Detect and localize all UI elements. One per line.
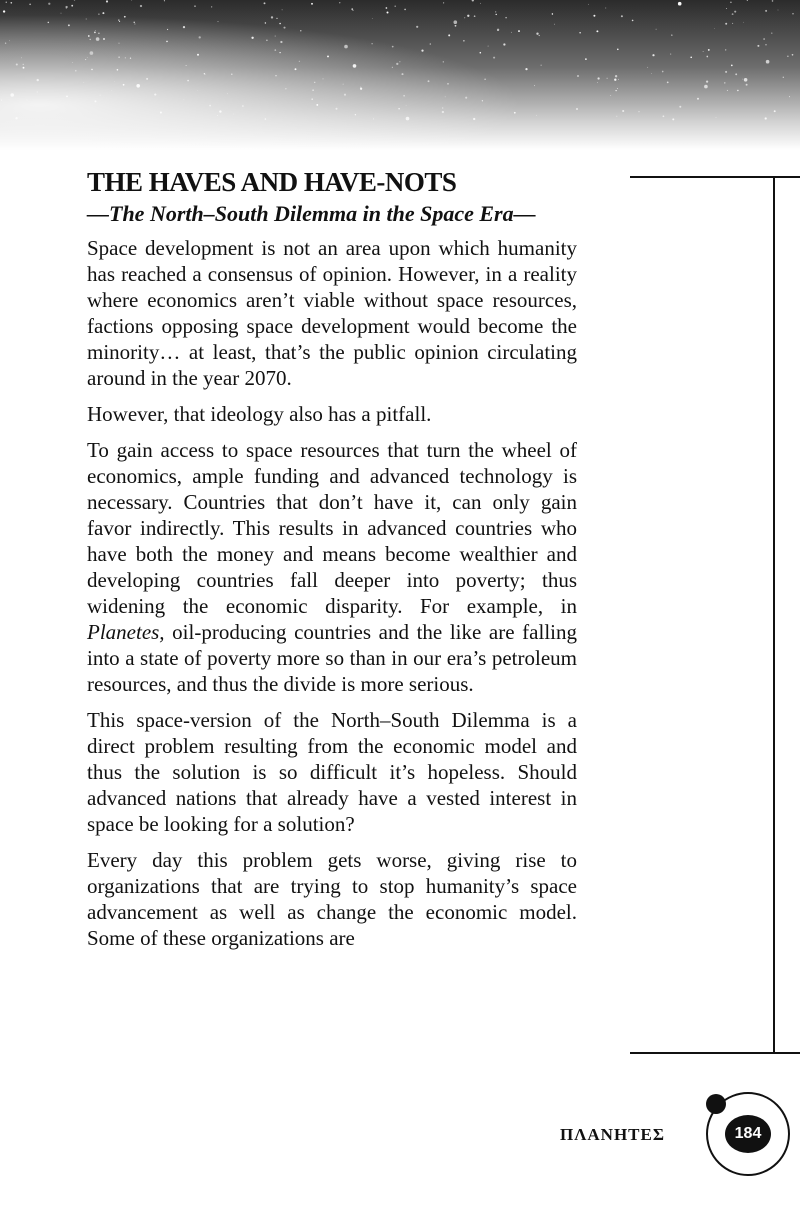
star xyxy=(344,45,348,49)
star xyxy=(474,15,476,17)
star xyxy=(792,13,793,14)
star xyxy=(552,13,553,14)
star xyxy=(102,12,104,14)
star xyxy=(792,54,794,56)
star xyxy=(588,4,589,5)
star xyxy=(554,24,555,25)
star xyxy=(68,24,70,26)
star xyxy=(787,56,788,57)
star xyxy=(662,71,664,73)
star xyxy=(1,100,2,101)
star xyxy=(404,9,406,11)
paragraph-2: However, that ideology also has a pitfall. xyxy=(87,402,432,426)
star xyxy=(615,90,616,91)
star xyxy=(387,12,389,14)
star xyxy=(725,49,726,50)
star xyxy=(731,65,733,67)
star xyxy=(271,16,273,18)
star xyxy=(511,32,512,33)
star xyxy=(725,71,727,73)
star xyxy=(725,23,727,25)
star xyxy=(72,62,73,63)
star xyxy=(656,29,657,30)
star xyxy=(706,80,708,82)
star xyxy=(231,74,232,75)
star xyxy=(118,56,120,58)
star xyxy=(9,40,10,41)
star xyxy=(727,90,728,91)
star xyxy=(37,79,39,81)
star xyxy=(394,5,395,6)
paragraph-3 xyxy=(87,437,577,697)
star xyxy=(90,39,91,40)
star xyxy=(299,61,300,62)
star xyxy=(493,57,495,59)
star xyxy=(398,108,399,109)
star xyxy=(160,112,162,114)
star xyxy=(339,2,340,3)
star xyxy=(211,6,212,7)
star xyxy=(117,69,119,71)
star xyxy=(323,78,324,79)
star xyxy=(355,114,356,115)
star xyxy=(91,69,92,70)
star xyxy=(88,35,90,37)
star xyxy=(279,52,280,53)
paragraph-3-text-b: oil-producing countries and the like are falling into a state of poverty more so than in our era’s petroleum resources, and thus the divide is more serious. xyxy=(87,620,577,696)
star xyxy=(597,82,598,83)
star xyxy=(134,23,135,24)
star xyxy=(183,26,185,28)
star xyxy=(765,10,767,12)
star xyxy=(541,65,542,66)
star xyxy=(279,23,281,25)
star xyxy=(10,2,12,4)
star xyxy=(463,40,465,42)
star xyxy=(765,44,766,45)
star xyxy=(455,25,457,27)
star xyxy=(605,7,606,8)
star xyxy=(124,16,126,18)
star xyxy=(734,11,736,13)
star xyxy=(732,23,733,24)
star xyxy=(789,96,790,97)
star xyxy=(497,30,498,31)
star xyxy=(61,13,62,14)
star xyxy=(351,8,353,10)
star xyxy=(371,43,372,44)
star xyxy=(106,0,108,2)
star xyxy=(482,100,483,101)
star xyxy=(311,98,313,100)
star xyxy=(300,30,301,31)
star xyxy=(672,118,674,120)
star xyxy=(632,20,634,22)
star xyxy=(103,38,105,40)
star xyxy=(442,107,443,108)
star xyxy=(737,90,738,91)
star xyxy=(744,78,748,82)
star xyxy=(119,21,120,22)
star xyxy=(98,32,100,34)
star xyxy=(667,81,669,83)
star xyxy=(184,99,185,100)
star xyxy=(772,0,774,2)
star xyxy=(743,22,744,23)
star xyxy=(65,6,67,8)
series-title: ΠΛΑΝΗΤΕΣ xyxy=(560,1125,665,1144)
star xyxy=(15,117,17,119)
star xyxy=(3,10,5,12)
star xyxy=(505,17,507,19)
star xyxy=(282,9,283,10)
article xyxy=(87,165,577,961)
star xyxy=(360,87,361,88)
paragraph-1: Space development is not an area upon which humanity has reached a consensus of opinion. However, in a reality where economics aren’t viable without space resources, factions opposing space development would become the minority… at least, that’s the public opinion circulating around in the year 2070. xyxy=(87,236,577,390)
star xyxy=(576,108,578,110)
starfield-banner xyxy=(0,0,800,150)
star xyxy=(21,57,22,58)
star xyxy=(94,32,96,34)
star xyxy=(763,38,765,40)
star xyxy=(678,2,682,6)
star xyxy=(621,15,623,17)
star xyxy=(187,80,189,82)
sidebar-frame-top-rule xyxy=(773,176,800,178)
star xyxy=(336,108,338,110)
sidebar-frame xyxy=(630,176,775,1054)
star xyxy=(730,1,732,3)
star xyxy=(204,73,205,74)
star xyxy=(265,118,267,120)
article-title: THE HAVES AND HAVE-NOTS xyxy=(87,167,457,197)
star xyxy=(343,84,344,85)
star xyxy=(539,35,540,36)
star xyxy=(316,104,318,106)
star xyxy=(724,82,725,83)
star xyxy=(6,2,7,3)
star xyxy=(219,110,221,112)
star xyxy=(690,56,692,58)
star xyxy=(186,65,187,66)
paragraph-5: Every day this problem gets worse, giving rise to organizations that are trying to stop humanity’s space advancement as well as change the economic model. Some of these organizations are xyxy=(87,848,577,950)
star xyxy=(251,37,253,39)
star xyxy=(735,73,737,75)
star xyxy=(114,81,115,82)
star xyxy=(372,18,373,19)
star xyxy=(714,28,715,29)
star xyxy=(703,51,704,52)
star xyxy=(360,88,362,90)
star xyxy=(136,84,140,88)
star xyxy=(197,90,198,91)
star xyxy=(607,78,608,79)
star xyxy=(312,89,314,91)
star xyxy=(443,2,444,3)
star xyxy=(638,111,639,112)
star xyxy=(766,60,770,64)
star xyxy=(622,110,624,112)
paragraph-4: This space-version of the North–South Dilemma is a direct problem resulting from the economic model and thus the solution is so difficult it’s hopeless. Should advanced nations that already have a vested interest in space be looking for a solution? xyxy=(87,708,577,836)
star xyxy=(448,34,450,36)
star xyxy=(406,117,410,121)
star xyxy=(23,64,24,65)
star xyxy=(167,29,168,30)
star xyxy=(353,64,357,68)
star xyxy=(75,70,77,72)
star xyxy=(488,46,489,47)
star xyxy=(96,37,100,41)
star xyxy=(484,79,485,80)
star xyxy=(283,27,285,29)
star xyxy=(480,3,481,4)
star xyxy=(265,22,266,23)
star xyxy=(274,49,276,51)
star xyxy=(48,22,50,24)
star xyxy=(327,55,329,57)
star xyxy=(406,105,407,106)
star xyxy=(428,80,430,82)
star xyxy=(37,91,38,92)
star xyxy=(27,100,28,101)
star xyxy=(352,10,353,11)
star xyxy=(518,30,520,32)
page-number: 184 xyxy=(725,1115,771,1153)
star xyxy=(585,58,587,60)
star xyxy=(616,116,617,117)
star xyxy=(10,93,14,97)
star xyxy=(16,63,18,65)
star xyxy=(617,88,618,89)
star xyxy=(708,49,710,51)
star xyxy=(280,41,282,43)
star xyxy=(610,95,611,96)
star xyxy=(392,67,393,68)
star xyxy=(443,61,444,62)
star xyxy=(732,13,734,15)
star xyxy=(205,74,206,75)
star xyxy=(98,13,99,14)
star xyxy=(716,117,717,118)
star xyxy=(430,43,432,45)
star xyxy=(399,61,400,62)
star xyxy=(706,56,708,58)
star xyxy=(48,3,50,5)
star xyxy=(209,105,211,107)
star xyxy=(416,26,418,28)
star xyxy=(85,59,86,60)
star xyxy=(401,73,403,75)
star xyxy=(123,84,125,86)
star xyxy=(579,32,580,33)
star xyxy=(679,106,681,108)
star xyxy=(746,84,748,86)
star xyxy=(5,43,6,44)
star xyxy=(197,54,199,56)
star xyxy=(652,54,654,56)
star xyxy=(757,45,759,47)
article-subtitle: —The North–South Dilemma in the Space Era— xyxy=(87,201,536,226)
star xyxy=(403,95,405,97)
star xyxy=(166,41,168,43)
star xyxy=(125,57,126,58)
star xyxy=(295,68,297,70)
star xyxy=(663,115,665,117)
star xyxy=(778,10,779,11)
star xyxy=(83,82,84,83)
star xyxy=(111,90,112,91)
star xyxy=(87,57,88,58)
star xyxy=(651,73,652,74)
star xyxy=(118,43,119,44)
star xyxy=(596,30,598,32)
star xyxy=(615,75,617,77)
star xyxy=(726,8,727,9)
star xyxy=(534,85,535,86)
star xyxy=(264,2,266,4)
star xyxy=(454,20,458,24)
star xyxy=(765,117,767,119)
star xyxy=(275,75,276,76)
star xyxy=(118,19,119,20)
star xyxy=(95,30,96,31)
star xyxy=(130,58,131,59)
planetes-title: Planetes, xyxy=(87,620,165,644)
star xyxy=(134,22,135,23)
star xyxy=(473,118,475,120)
star xyxy=(396,63,398,65)
star xyxy=(344,94,346,96)
star xyxy=(495,11,496,12)
star xyxy=(29,4,31,6)
star xyxy=(593,15,595,17)
star xyxy=(392,46,394,48)
star xyxy=(373,118,374,119)
star xyxy=(503,43,505,45)
star xyxy=(465,97,467,99)
star xyxy=(146,78,148,80)
star xyxy=(154,94,156,96)
star xyxy=(86,19,87,20)
star xyxy=(100,95,101,96)
star xyxy=(536,33,538,35)
star xyxy=(217,21,218,22)
star xyxy=(445,96,446,97)
star xyxy=(536,115,537,116)
star xyxy=(597,77,599,79)
star xyxy=(774,110,776,112)
star xyxy=(199,36,201,38)
star xyxy=(94,100,96,102)
star xyxy=(671,34,673,36)
star xyxy=(618,79,619,80)
star xyxy=(447,83,448,84)
star xyxy=(704,85,708,89)
star xyxy=(480,52,482,54)
star xyxy=(464,17,465,18)
star xyxy=(90,51,94,55)
star xyxy=(227,93,228,94)
star xyxy=(617,49,619,51)
star xyxy=(311,3,313,5)
star xyxy=(496,14,497,15)
star xyxy=(670,54,671,55)
star xyxy=(525,68,527,70)
star xyxy=(742,79,743,80)
star xyxy=(285,88,286,89)
sidebar-frame-bottom-rule xyxy=(773,1052,800,1054)
star xyxy=(697,98,699,100)
star xyxy=(783,77,784,78)
star xyxy=(242,105,244,107)
planet-icon xyxy=(706,1094,726,1114)
star xyxy=(66,96,68,98)
star xyxy=(386,7,388,9)
star xyxy=(23,67,25,69)
star xyxy=(442,111,444,113)
star xyxy=(275,36,276,37)
page-number-badge xyxy=(706,1092,790,1176)
star xyxy=(514,112,516,114)
star xyxy=(217,115,218,116)
star xyxy=(314,82,315,83)
star xyxy=(467,15,469,17)
star xyxy=(107,98,108,99)
star xyxy=(233,114,234,115)
star xyxy=(614,79,616,81)
star xyxy=(577,75,579,77)
star xyxy=(771,33,772,34)
star xyxy=(164,0,165,1)
star xyxy=(276,18,277,19)
star xyxy=(647,67,648,68)
star xyxy=(421,49,423,51)
star xyxy=(140,5,142,7)
star xyxy=(194,5,195,6)
star xyxy=(266,39,268,41)
paragraph-3-text-a: To gain access to space resources that turn the wheel of economics, ample funding and advanced technology is necessary. Countries that don’t have it, can only gain favor indirectly. This results in advanced countries who have both the money and means become wealthier and developing countries fall deeper into poverty; thus widening the economic disparity. For example, in xyxy=(87,438,577,618)
star xyxy=(71,5,73,7)
